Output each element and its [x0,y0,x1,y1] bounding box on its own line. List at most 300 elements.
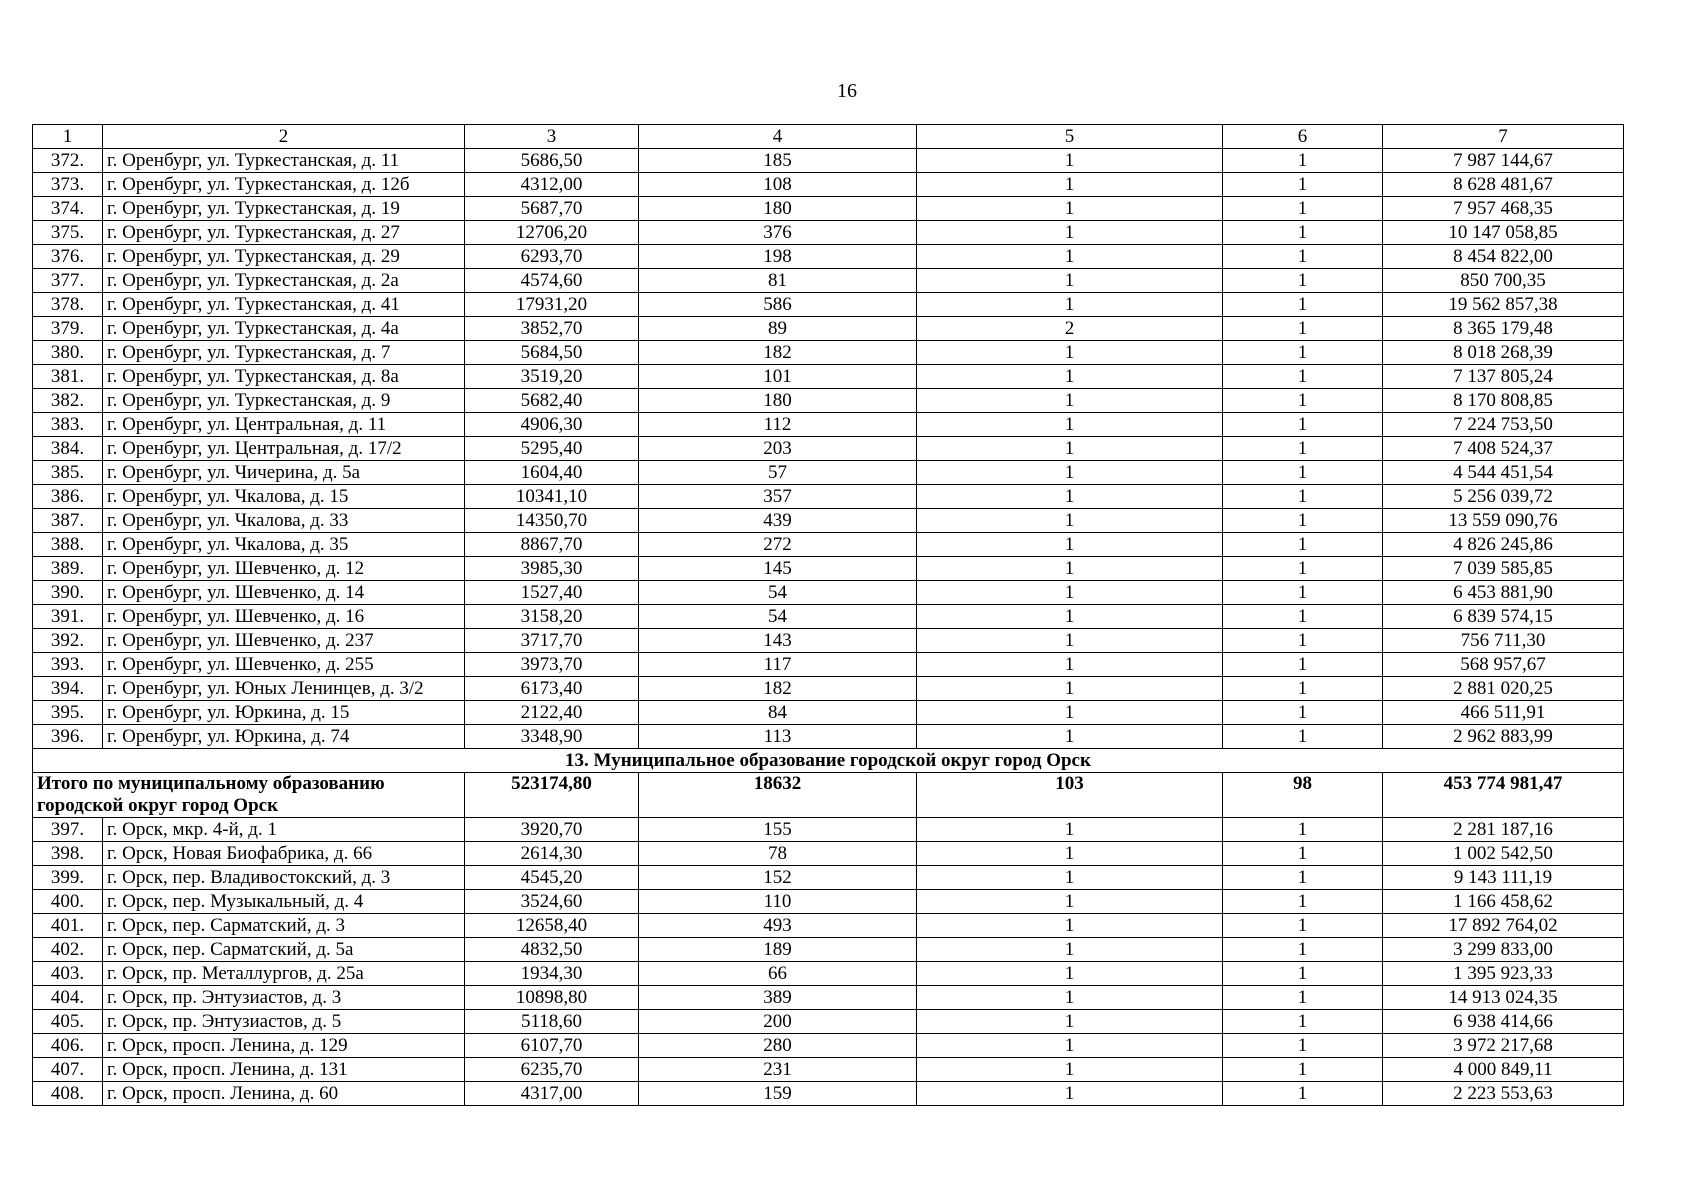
col6-value: 1 [1223,653,1383,677]
row-number: 400. [33,890,103,914]
row-number: 386. [33,485,103,509]
table-row [33,341,1624,365]
col6-value: 1 [1223,629,1383,653]
col6-value: 1 [1223,149,1383,173]
col5-value: 1 [917,461,1223,485]
col5-value: 1 [917,173,1223,197]
area: 3158,20 [465,605,639,629]
section-title: 13. Муниципальное образование городской округ город Орск [33,749,1624,773]
page-number: 16 [837,80,857,102]
col5-value: 1 [917,341,1223,365]
col5-value: 1 [917,1082,1223,1106]
col5-value: 1 [917,818,1223,842]
col6-value: 1 [1223,197,1383,221]
col5-value: 1 [917,293,1223,317]
cost: 2 962 883,99 [1383,725,1624,749]
residents: 81 [639,269,917,293]
col5-value: 1 [917,962,1223,986]
col6-value: 1 [1223,701,1383,725]
address: г. Оренбург, ул. Туркестанская, д. 41 [103,293,465,317]
area: 8867,70 [465,533,639,557]
cost: 466 511,91 [1383,701,1624,725]
cost: 5 256 039,72 [1383,485,1624,509]
address: г. Оренбург, ул. Чкалова, д. 33 [103,509,465,533]
row-number: 408. [33,1082,103,1106]
row-number: 406. [33,1034,103,1058]
address: г. Орск, просп. Ленина, д. 131 [103,1058,465,1082]
table-row [33,437,1624,461]
address: г. Оренбург, ул. Шевченко, д. 14 [103,581,465,605]
cost: 8 628 481,67 [1383,173,1624,197]
table-row [33,293,1624,317]
cost: 13 559 090,76 [1383,509,1624,533]
header-cell: 5 [917,125,1223,149]
row-number: 375. [33,221,103,245]
row-number: 388. [33,533,103,557]
col5-value: 1 [917,221,1223,245]
cost: 8 018 268,39 [1383,341,1624,365]
col6-value: 1 [1223,413,1383,437]
cost: 7 408 524,37 [1383,437,1624,461]
table-row [33,653,1624,677]
residents: 66 [639,962,917,986]
col5-value: 1 [917,269,1223,293]
residents: 101 [639,365,917,389]
row-number: 392. [33,629,103,653]
residents: 439 [639,509,917,533]
cost: 6 453 881,90 [1383,581,1624,605]
row-number: 381. [33,365,103,389]
residents: 198 [639,245,917,269]
total-col5: 103 [917,773,1223,818]
cost: 3 299 833,00 [1383,938,1624,962]
header-cell: 3 [465,125,639,149]
cost: 2 281 187,16 [1383,818,1624,842]
header-cell: 4 [639,125,917,149]
area: 1527,40 [465,581,639,605]
address: г. Оренбург, ул. Юркина, д. 74 [103,725,465,749]
area: 3985,30 [465,557,639,581]
area: 5687,70 [465,197,639,221]
residents: 182 [639,341,917,365]
table-header-row [33,125,1624,149]
table-row [33,1082,1624,1106]
cost: 7 137 805,24 [1383,365,1624,389]
table-row [33,557,1624,581]
housing-table [32,124,1624,1106]
residents: 280 [639,1034,917,1058]
row-number: 376. [33,245,103,269]
table-row [33,818,1624,842]
cost: 7 224 753,50 [1383,413,1624,437]
table-row [33,605,1624,629]
address: г. Оренбург, ул. Чичерина, д. 5а [103,461,465,485]
col6-value: 1 [1223,389,1383,413]
area: 2122,40 [465,701,639,725]
row-number: 394. [33,677,103,701]
area: 6107,70 [465,1034,639,1058]
col5-value: 2 [917,317,1223,341]
row-number: 390. [33,581,103,605]
cost: 1 395 923,33 [1383,962,1624,986]
section-title-row [33,749,1624,773]
col6-value: 1 [1223,1058,1383,1082]
address: г. Оренбург, ул. Туркестанская, д. 19 [103,197,465,221]
col6-value: 1 [1223,677,1383,701]
col5-value: 1 [917,1058,1223,1082]
address: г. Оренбург, ул. Шевченко, д. 255 [103,653,465,677]
residents: 231 [639,1058,917,1082]
address: г. Орск, пр. Энтузиастов, д. 3 [103,986,465,1010]
address: г. Орск, просп. Ленина, д. 129 [103,1034,465,1058]
row-number: 389. [33,557,103,581]
header-cell: 6 [1223,125,1383,149]
residents: 159 [639,1082,917,1106]
row-number: 405. [33,1010,103,1034]
col6-value: 1 [1223,725,1383,749]
col5-value: 1 [917,437,1223,461]
address: г. Орск, пр. Металлургов, д. 25а [103,962,465,986]
cost: 14 913 024,35 [1383,986,1624,1010]
col6-value: 1 [1223,221,1383,245]
address: г. Оренбург, ул. Юркина, д. 15 [103,701,465,725]
area: 10898,80 [465,986,639,1010]
address: г. Оренбург, ул. Шевченко, д. 237 [103,629,465,653]
row-number: 382. [33,389,103,413]
area: 1604,40 [465,461,639,485]
total-residents: 18632 [639,773,917,818]
col6-value: 1 [1223,485,1383,509]
row-number: 391. [33,605,103,629]
col6-value: 1 [1223,914,1383,938]
area: 6293,70 [465,245,639,269]
residents: 493 [639,914,917,938]
cost: 568 957,67 [1383,653,1624,677]
total-row [33,773,1624,818]
col6-value: 1 [1223,842,1383,866]
area: 14350,70 [465,509,639,533]
row-number: 379. [33,317,103,341]
residents: 357 [639,485,917,509]
address: г. Оренбург, ул. Шевченко, д. 16 [103,605,465,629]
address: г. Оренбург, ул. Юных Ленинцев, д. 3/2 [103,677,465,701]
table-row [33,269,1624,293]
residents: 180 [639,389,917,413]
address: г. Орск, пер. Владивостокский, д. 3 [103,866,465,890]
table-row [33,986,1624,1010]
cost: 4 544 451,54 [1383,461,1624,485]
cost: 1 002 542,50 [1383,842,1624,866]
residents: 272 [639,533,917,557]
table-row [33,890,1624,914]
address: г. Оренбург, ул. Центральная, д. 17/2 [103,437,465,461]
row-number: 398. [33,842,103,866]
total-label: Итого по муниципальному образованию городской округ город Орск [33,773,465,818]
row-number: 387. [33,509,103,533]
residents: 389 [639,986,917,1010]
col5-value: 1 [917,677,1223,701]
row-number: 399. [33,866,103,890]
cost: 19 562 857,38 [1383,293,1624,317]
address: г. Оренбург, ул. Туркестанская, д. 9 [103,389,465,413]
residents: 143 [639,629,917,653]
area: 3852,70 [465,317,639,341]
area: 12706,20 [465,221,639,245]
col5-value: 1 [917,533,1223,557]
header-cell: 2 [103,125,465,149]
area: 5118,60 [465,1010,639,1034]
table-row [33,677,1624,701]
col6-value: 1 [1223,437,1383,461]
address: г. Оренбург, ул. Чкалова, д. 35 [103,533,465,557]
residents: 54 [639,581,917,605]
col5-value: 1 [917,197,1223,221]
cost: 17 892 764,02 [1383,914,1624,938]
row-number: 402. [33,938,103,962]
cost: 7 987 144,67 [1383,149,1624,173]
area: 3524,60 [465,890,639,914]
table-row [33,938,1624,962]
area: 6173,40 [465,677,639,701]
table-row [33,1034,1624,1058]
area: 10341,10 [465,485,639,509]
col6-value: 1 [1223,557,1383,581]
cost: 10 147 058,85 [1383,221,1624,245]
address: г. Орск, пер. Сарматский, д. 3 [103,914,465,938]
area: 5682,40 [465,389,639,413]
table-row [33,413,1624,437]
table-row [33,701,1624,725]
area: 12658,40 [465,914,639,938]
table-row [33,533,1624,557]
cost: 8 454 822,00 [1383,245,1624,269]
col6-value: 1 [1223,317,1383,341]
area: 3717,70 [465,629,639,653]
residents: 84 [639,701,917,725]
address: г. Орск, пр. Энтузиастов, д. 5 [103,1010,465,1034]
cost: 756 711,30 [1383,629,1624,653]
residents: 180 [639,197,917,221]
area: 1934,30 [465,962,639,986]
address: г. Оренбург, ул. Туркестанская, д. 2а [103,269,465,293]
row-number: 396. [33,725,103,749]
col6-value: 1 [1223,581,1383,605]
address: г. Орск, Новая Биофабрика, д. 66 [103,842,465,866]
cost: 1 166 458,62 [1383,890,1624,914]
table-row [33,581,1624,605]
area: 4574,60 [465,269,639,293]
cost: 2 223 553,63 [1383,1082,1624,1106]
address: г. Оренбург, ул. Туркестанская, д. 12б [103,173,465,197]
row-number: 404. [33,986,103,1010]
col5-value: 1 [917,890,1223,914]
col6-value: 1 [1223,509,1383,533]
area: 6235,70 [465,1058,639,1082]
table-row [33,461,1624,485]
col5-value: 1 [917,653,1223,677]
row-number: 372. [33,149,103,173]
row-number: 385. [33,461,103,485]
address: г. Орск, пер. Музыкальный, д. 4 [103,890,465,914]
table-row [33,317,1624,341]
table-row [33,197,1624,221]
table-row [33,365,1624,389]
residents: 182 [639,677,917,701]
cost: 7 957 468,35 [1383,197,1624,221]
area: 4312,00 [465,173,639,197]
residents: 155 [639,818,917,842]
col6-value: 1 [1223,938,1383,962]
cost: 8 170 808,85 [1383,389,1624,413]
total-cost: 453 774 981,47 [1383,773,1624,818]
residents: 203 [639,437,917,461]
residents: 57 [639,461,917,485]
table-row [33,1058,1624,1082]
col5-value: 1 [917,1034,1223,1058]
residents: 113 [639,725,917,749]
address: г. Оренбург, ул. Чкалова, д. 15 [103,485,465,509]
col6-value: 1 [1223,173,1383,197]
residents: 78 [639,842,917,866]
area: 4317,00 [465,1082,639,1106]
total-area: 523174,80 [465,773,639,818]
area: 3519,20 [465,365,639,389]
header-cell: 1 [33,125,103,149]
residents: 89 [639,317,917,341]
table-row [33,149,1624,173]
residents: 152 [639,866,917,890]
col6-value: 1 [1223,269,1383,293]
col5-value: 1 [917,245,1223,269]
row-number: 378. [33,293,103,317]
col5-value: 1 [917,557,1223,581]
table-row [33,914,1624,938]
residents: 117 [639,653,917,677]
row-number: 395. [33,701,103,725]
col6-value: 1 [1223,365,1383,389]
col6-value: 1 [1223,890,1383,914]
cost: 4 826 245,86 [1383,533,1624,557]
row-number: 393. [33,653,103,677]
area: 2614,30 [465,842,639,866]
col6-value: 1 [1223,866,1383,890]
area: 5686,50 [465,149,639,173]
col5-value: 1 [917,581,1223,605]
cost: 4 000 849,11 [1383,1058,1624,1082]
address: г. Орск, мкр. 4-й, д. 1 [103,818,465,842]
row-number: 380. [33,341,103,365]
col6-value: 1 [1223,1034,1383,1058]
col6-value: 1 [1223,1082,1383,1106]
address: г. Оренбург, ул. Туркестанская, д. 8а [103,365,465,389]
row-number: 401. [33,914,103,938]
col6-value: 1 [1223,986,1383,1010]
table-row [33,221,1624,245]
col6-value: 1 [1223,245,1383,269]
row-number: 397. [33,818,103,842]
area: 3973,70 [465,653,639,677]
area: 3348,90 [465,725,639,749]
table-row [33,245,1624,269]
row-number: 383. [33,413,103,437]
table-row [33,866,1624,890]
address: г. Оренбург, ул. Шевченко, д. 12 [103,557,465,581]
col6-value: 1 [1223,962,1383,986]
col5-value: 1 [917,509,1223,533]
col5-value: 1 [917,938,1223,962]
col5-value: 1 [917,701,1223,725]
area: 5295,40 [465,437,639,461]
area: 4545,20 [465,866,639,890]
row-number: 374. [33,197,103,221]
table-row [33,1010,1624,1034]
cost: 7 039 585,85 [1383,557,1624,581]
address: г. Оренбург, ул. Туркестанская, д. 29 [103,245,465,269]
area: 17931,20 [465,293,639,317]
col5-value: 1 [917,1010,1223,1034]
row-number: 377. [33,269,103,293]
col5-value: 1 [917,365,1223,389]
row-number: 407. [33,1058,103,1082]
col6-value: 1 [1223,293,1383,317]
col5-value: 1 [917,914,1223,938]
row-number: 373. [33,173,103,197]
residents: 110 [639,890,917,914]
residents: 189 [639,938,917,962]
address: г. Оренбург, ул. Центральная, д. 11 [103,413,465,437]
table-row [33,725,1624,749]
area: 3920,70 [465,818,639,842]
residents: 112 [639,413,917,437]
residents: 108 [639,173,917,197]
col5-value: 1 [917,485,1223,509]
row-number: 384. [33,437,103,461]
col6-value: 1 [1223,461,1383,485]
table-row [33,962,1624,986]
area: 4832,50 [465,938,639,962]
col5-value: 1 [917,725,1223,749]
address: г. Оренбург, ул. Туркестанская, д. 4а [103,317,465,341]
col6-value: 1 [1223,605,1383,629]
residents: 54 [639,605,917,629]
table-row [33,485,1624,509]
cost: 3 972 217,68 [1383,1034,1624,1058]
col5-value: 1 [917,413,1223,437]
col5-value: 1 [917,986,1223,1010]
table-row [33,509,1624,533]
col5-value: 1 [917,389,1223,413]
residents: 145 [639,557,917,581]
address: г. Оренбург, ул. Туркестанская, д. 11 [103,149,465,173]
residents: 376 [639,221,917,245]
address: г. Оренбург, ул. Туркестанская, д. 7 [103,341,465,365]
area: 5684,50 [465,341,639,365]
address: г. Оренбург, ул. Туркестанская, д. 27 [103,221,465,245]
col5-value: 1 [917,866,1223,890]
total-col6: 98 [1223,773,1383,818]
cost: 8 365 179,48 [1383,317,1624,341]
col6-value: 1 [1223,341,1383,365]
col6-value: 1 [1223,533,1383,557]
col6-value: 1 [1223,818,1383,842]
residents: 586 [639,293,917,317]
table-row [33,173,1624,197]
residents: 200 [639,1010,917,1034]
address: г. Орск, пер. Сарматский, д. 5а [103,938,465,962]
col5-value: 1 [917,629,1223,653]
col5-value: 1 [917,149,1223,173]
row-number: 403. [33,962,103,986]
